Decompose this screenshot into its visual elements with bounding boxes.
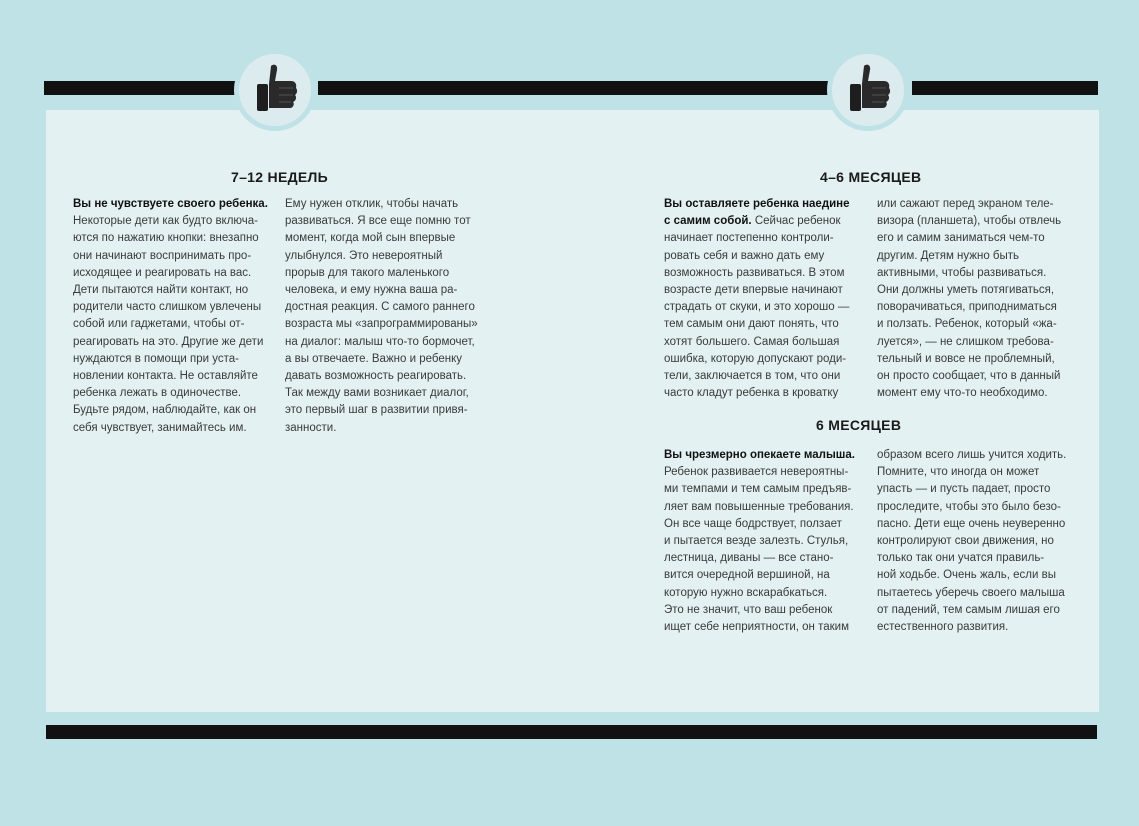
- text-line: занности.: [285, 421, 337, 434]
- text-line: пасно. Дети еще очень неуверенно: [877, 517, 1066, 530]
- text-line: образом всего лишь учится ходить.: [877, 449, 1067, 461]
- text-line: страдать от скуки, и это хорошо —: [664, 301, 850, 314]
- text-line: ляет вам повышенные требования.: [664, 500, 854, 513]
- text-line: Ребенок развивается невероятны-: [664, 466, 849, 479]
- months6-column-2: [877, 447, 1066, 636]
- text-line: Это не значит, что ваш ребенок: [664, 603, 833, 616]
- text-line: достная реакция. С самого раннего: [285, 301, 475, 314]
- text-line: или сажают перед экраном теле-: [877, 198, 1054, 210]
- text-line: момент, когда мой сын впервые: [285, 232, 456, 245]
- text-line: улыбнулся. Это невероятный: [285, 249, 443, 262]
- text-line: естественного развития.: [877, 621, 1009, 634]
- text-line: момент ему что-то необходимо.: [877, 387, 1048, 400]
- thumb-badge-right: [827, 49, 909, 131]
- text-line: собой или гаджетами, чтобы от-: [73, 318, 245, 331]
- top-bar-left: [44, 81, 242, 95]
- bottom-bar: [46, 725, 1097, 739]
- text-line: только так они учатся правиль-: [877, 552, 1045, 565]
- text-line: развиваться. Я все еще помню тот: [285, 215, 471, 228]
- heading-4-6-months: 4–6 МЕСЯЦЕВ: [820, 169, 922, 185]
- months46-column-1: [664, 196, 850, 402]
- text-line: ются по нажатию кнопки: внезапно: [73, 232, 259, 245]
- text-line: они начинают воспринимать про-: [73, 249, 252, 262]
- text-line: он просто сообщает, что в данный: [877, 370, 1061, 383]
- text-line: на диалог: малыш что-то бормочет,: [285, 335, 475, 348]
- text-line: пытаетесь уберечь своего малыша: [877, 586, 1065, 599]
- text-line: ребенка лежать в одиночестве.: [73, 387, 242, 400]
- text-line: тем самым они дают понять, что: [664, 318, 839, 331]
- months46-column-2: [877, 196, 1061, 402]
- text-line: поворачиваться, приподниматься: [877, 301, 1057, 314]
- text-line: Будьте рядом, наблюдайте, как он: [73, 404, 257, 417]
- text-line: Вы не чувствуете своего ребенка.: [73, 198, 268, 210]
- text-line: новлении контакта. Не оставляйте: [73, 370, 258, 383]
- text-line: Некоторые дети как будто включа-: [73, 215, 259, 228]
- text-line: хотят большего. Самая большая: [664, 335, 840, 348]
- thumbs-up-icon: [846, 62, 892, 118]
- text-line: родители часто слишком увлечены: [73, 301, 262, 314]
- text-line: контролируют свои движения, но: [877, 535, 1054, 548]
- text-line: а вы отвечаете. Важно и ребенку: [285, 352, 462, 365]
- text-line: Вы оставляете ребенка наедине: [664, 198, 850, 210]
- text-line: возрасте дети впервые начинают: [664, 284, 843, 297]
- text-line: нуждаются в помощи при уста-: [73, 352, 239, 365]
- text-line: луется», — не слишком требова-: [877, 335, 1054, 348]
- text-line: от падений, тем самым лишая его: [877, 603, 1060, 616]
- text-line: возможность развиваться. В этом: [664, 266, 845, 279]
- text-line: ищет себе неприятности, он таким: [664, 621, 849, 634]
- text-line: ной ходьбе. Очень жаль, если вы: [877, 569, 1056, 582]
- text-line: реагировать на это. Другие же дети: [73, 335, 264, 348]
- top-bar-right: [912, 81, 1098, 95]
- text-line: возраста мы «запрограммированы»: [285, 318, 478, 331]
- weeks-column-1: [73, 196, 268, 437]
- text-line: вится очередной вершиной, на: [664, 569, 830, 582]
- text-line: проследите, чтобы это было безо-: [877, 500, 1061, 513]
- text-line: это первый шаг в развитии привя-: [285, 404, 468, 417]
- thumbs-up-icon: [253, 62, 299, 118]
- text-line: другим. Детям нужно быть: [877, 249, 1020, 262]
- text-line: тельный и вовсе не проблемный,: [877, 352, 1055, 365]
- text-line: ошибка, которую допускают роди-: [664, 352, 847, 365]
- top-bar-middle: [318, 81, 838, 95]
- text-line: ровать себя и важно дать ему: [664, 249, 825, 262]
- text-line: Вы чрезмерно опекаете малыша.: [664, 449, 855, 461]
- heading-7-12-weeks: 7–12 НЕДЕЛЬ: [231, 169, 328, 185]
- text-line: и ползать. Ребенок, который «жа-: [877, 318, 1057, 331]
- text-line: активными, чтобы развиваться.: [877, 266, 1047, 279]
- text-line: ми темпами и тем самым предъяв-: [664, 483, 852, 496]
- text-line: визора (планшета), чтобы отвлечь: [877, 215, 1062, 228]
- text-line: и пытается везде залезть. Стулья,: [664, 535, 849, 548]
- text-line: с самим собой. Сейчас ребенок: [664, 215, 841, 228]
- text-line: начинает постепенно контроли-: [664, 232, 834, 245]
- text-line: прорыв для такого маленького: [285, 266, 450, 279]
- text-line: упасть — и пусть падает, просто: [877, 483, 1051, 496]
- text-line: себя чувствует, занимайтесь им.: [73, 421, 247, 434]
- text-line: исходящее и реагировать на вас.: [73, 266, 252, 279]
- text-line: Они должны уметь потягиваться,: [877, 284, 1055, 297]
- text-line: Дети пытаются найти контакт, но: [73, 284, 249, 297]
- text-line: давать возможность реагировать.: [285, 370, 467, 383]
- months6-column-1: [664, 447, 855, 636]
- heading-6-months: 6 МЕСЯЦЕВ: [816, 417, 902, 433]
- weeks-column-2: [285, 196, 478, 437]
- text-line: его и самим заниматься чем-то: [877, 232, 1045, 245]
- text-line: Он все чаще бодрствует, ползает: [664, 517, 842, 530]
- text-line: лестница, диваны — все стано-: [664, 552, 834, 565]
- text-line: которую нужно вскарабкаться.: [664, 586, 828, 599]
- text-line: человека, и ему нужна ваша ра-: [285, 284, 458, 297]
- text-line: Ему нужен отклик, чтобы начать: [285, 198, 459, 210]
- text-line: часто кладут ребенка в кроватку: [664, 387, 839, 400]
- text-line: Помните, что иногда он может: [877, 466, 1040, 479]
- text-line: Так между вами возникает диалог,: [285, 387, 469, 400]
- thumb-badge-left: [234, 49, 316, 131]
- text-line: тели, заключается в том, что они: [664, 370, 841, 383]
